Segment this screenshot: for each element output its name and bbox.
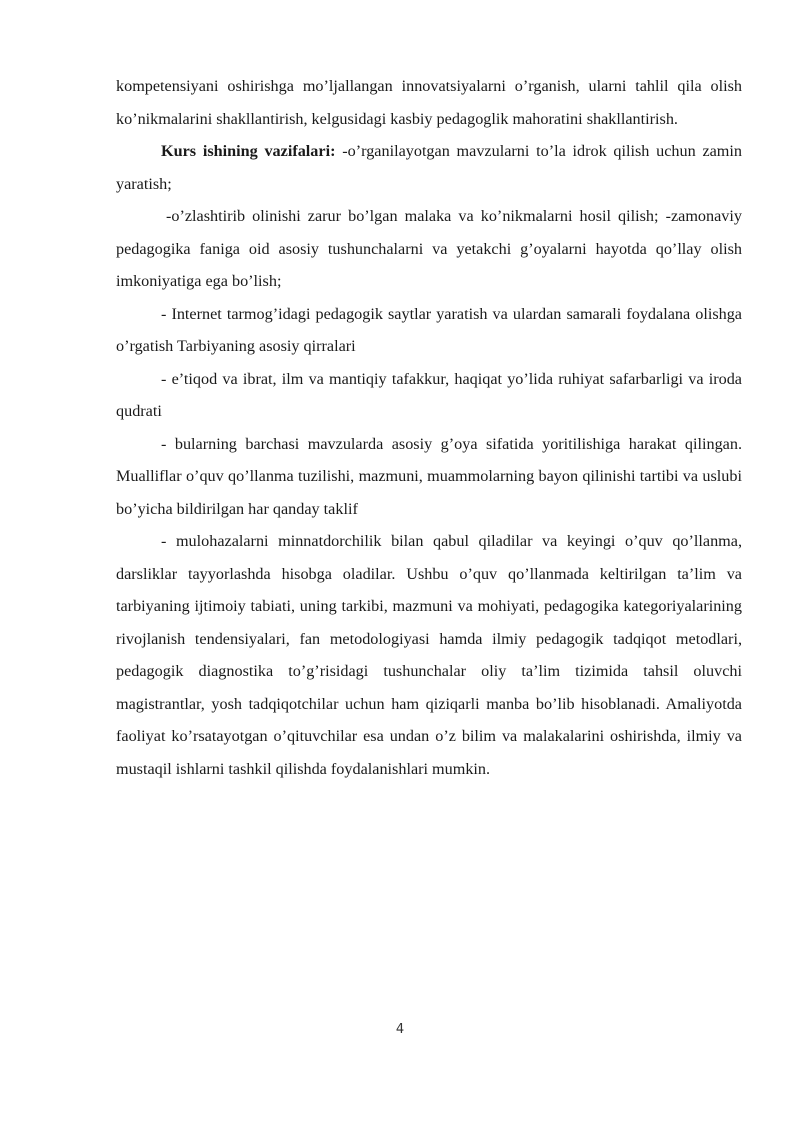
body-text [116, 70, 742, 785]
paragraph-internet: - Internet tarmog’idagi pedagogik saytlar yaratish va ulardan samarali foydalana olishga o’rgatish Tarbiyaning asosiy qirralari [116, 304, 742, 355]
paragraph-skills: -o’zlashtirib olinishi zarur bo’lgan malaka va ko’nikmalarni hosil qilish; -zamonaviy pedagogika faniga oid asosiy tushunchalarni va yetakchi g’oyalarni hayotda qo’llay olish imkoniyatiga ega bo’lish; [116, 207, 742, 290]
course-tasks-text: -o’rganilayotgan mavzularni to’la idrok qilish uchun zamin yaratish; [116, 142, 742, 193]
paragraph-course-tasks [116, 135, 742, 200]
paragraph-intro-continuation: kompetensiyani oshirishga mo’ljallangan innovatsiyalarni o’rganish, ularni tahlil qila olish ko’nikmalarini shakllantirish, kelgusidagi kasbiy pedagoglik mahoratini shakllantirish. [116, 77, 742, 128]
paragraph-belief: - e’tiqod va ibrat, ilm va mantiqiy tafakkur, haqiqat yo’lida ruhiyat safarbarligi va iroda qudrati [116, 369, 742, 420]
course-tasks-heading: Kurs ishining vazifalari: [161, 142, 336, 160]
paragraph-feedback: - mulohazalarni minnatdorchilik bilan qabul qiladilar va keyingi o’quv qo’llanma, darsliklar tayyorlashda hisobga oladilar. Ushbu o’quv qo’llanmada keltirilgan ta’lim va tarbiyaning ijtimoiy tabiati, uning tarkibi, mazmuni va mohiyati, pedagogika kategoriyalarining rivojlanish tendensiyalari, fan metodologiyasi hamda ilmiy pedagogik tadqiqot metodlari, pedagogik diagnostika to’g’risidagi tushunchalar oliy ta’lim tizimida tahsil oluvchi magistrantlar, yosh tadqiqotchilar uchun ham qiziqarli manba bo’lib hisoblanadi. Amaliyotda faoliyat ko’rsatayotgan o’qituvchilar esa undan o’z bilim va malakalarini oshirishda, ilmiy va mustaqil ishlarni tashkil qilishda foydalanishlari mumkin. [116, 532, 742, 778]
paragraph-authors: - bularning barchasi mavzularda asosiy g’oya sifatida yoritilishiga harakat qilingan. Mualliflar o’quv qo’llanma tuzilishi, mazmuni, muammolarning bayon qilinishi tartibi va uslubi bo’yicha bildirilgan har qanday taklif [116, 434, 742, 518]
page-number: 4 [395, 1022, 405, 1037]
